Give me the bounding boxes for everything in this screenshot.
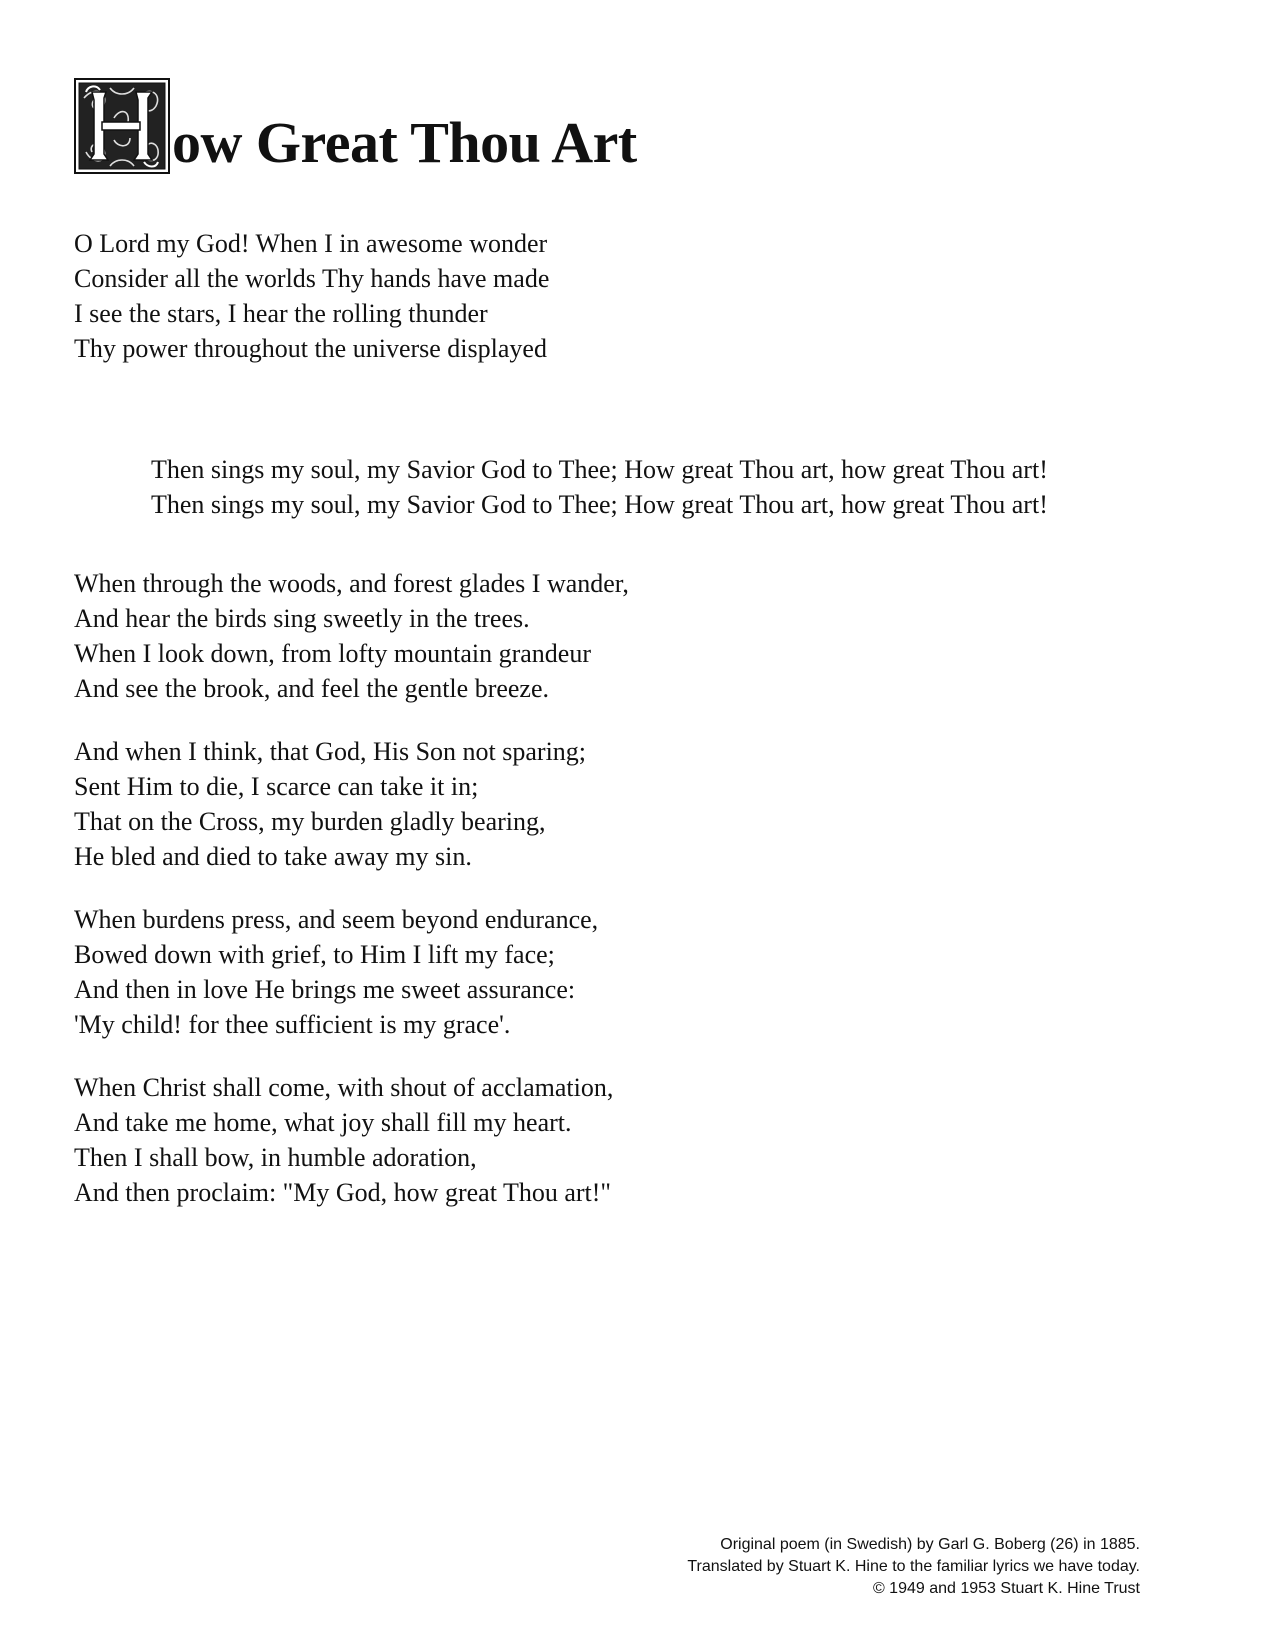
lyric-line: Consider all the worlds Thy hands have made bbox=[74, 264, 550, 293]
lyric-line: And hear the birds sing sweetly in the trees. bbox=[74, 604, 530, 633]
lyric-line: I see the stars, I hear the rolling thunder bbox=[74, 299, 488, 328]
credit-line: © 1949 and 1953 Stuart K. Hine Trust bbox=[872, 1580, 1140, 1597]
credit-line: Original poem (in Swedish) by Garl G. Boberg (26) in 1885. bbox=[720, 1536, 1140, 1553]
lyric-line: When through the woods, and forest glades I wander, bbox=[74, 569, 629, 598]
lyric-line: 'My child! for thee sufficient is my grace'. bbox=[74, 1010, 511, 1039]
lyric-line: And then in love He brings me sweet assurance: bbox=[74, 975, 576, 1004]
credits bbox=[687, 1534, 1140, 1600]
chorus bbox=[151, 452, 1048, 522]
lyric-line: When burdens press, and seem beyond endurance, bbox=[74, 905, 599, 934]
stanza-4 bbox=[74, 902, 598, 1042]
lyric-line: He bled and died to take away my sin. bbox=[74, 842, 472, 871]
stanza-1 bbox=[74, 226, 549, 366]
lyric-line: And when I think, that God, His Son not sparing; bbox=[74, 737, 587, 766]
lyric-line: O Lord my God! When I in awesome wonder bbox=[74, 229, 548, 258]
stanza-3 bbox=[74, 734, 586, 874]
lyric-line: And take me home, what joy shall fill my heart. bbox=[74, 1108, 572, 1137]
chorus-line: Then sings my soul, my Savior God to Thee; How great Thou art, how great Thou art! bbox=[151, 490, 1048, 519]
stanza-5 bbox=[74, 1070, 613, 1210]
lyric-line: Bowed down with grief, to Him I lift my face; bbox=[74, 940, 555, 969]
lyric-line: Thy power throughout the universe displayed bbox=[74, 334, 547, 363]
lyric-line: And see the brook, and feel the gentle breeze. bbox=[74, 674, 550, 703]
lyric-line: Then I shall bow, in humble adoration, bbox=[74, 1143, 477, 1172]
stanza-2 bbox=[74, 566, 629, 706]
lyric-line: When I look down, from lofty mountain grandeur bbox=[74, 639, 591, 668]
lyric-line: And then proclaim: "My God, how great Thou art!" bbox=[74, 1178, 612, 1207]
credit-line: Translated by Stuart K. Hine to the familiar lyrics we have today. bbox=[687, 1558, 1140, 1575]
title-text: ow Great Thou Art bbox=[172, 110, 637, 175]
lyric-line: Sent Him to die, I scarce can take it in; bbox=[74, 772, 479, 801]
lyric-line: That on the Cross, my burden gladly bearing, bbox=[74, 807, 546, 836]
illuminated-initial-h-icon bbox=[74, 78, 170, 174]
chorus-line: Then sings my soul, my Savior God to Thee; How great Thou art, how great Thou art! bbox=[151, 455, 1048, 484]
page-title bbox=[74, 74, 637, 174]
lyric-line: When Christ shall come, with shout of acclamation, bbox=[74, 1073, 614, 1102]
